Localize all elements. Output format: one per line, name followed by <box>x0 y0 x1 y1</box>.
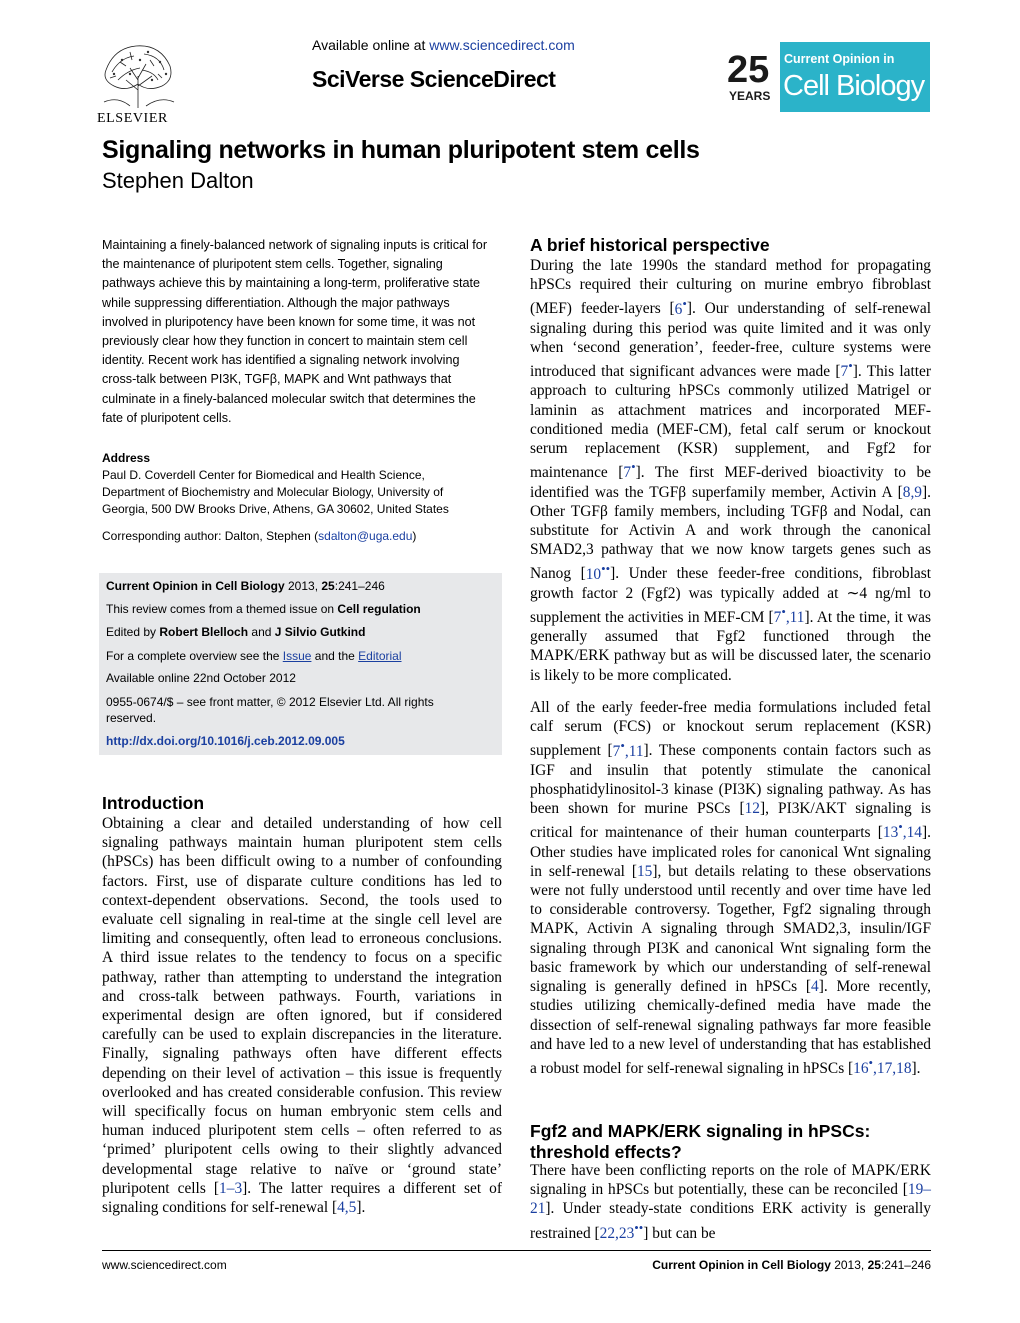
author-email-link[interactable]: sdalton@uga.edu <box>318 529 413 543</box>
corresponding-author: Corresponding author: Dalton, Stephen (sdalton@uga.edu) <box>102 529 417 543</box>
journal-logo <box>724 42 930 112</box>
editorial-link[interactable]: Editorial <box>358 649 402 663</box>
section-heading-introduction: Introduction <box>102 793 205 813</box>
footer-citation: Current Opinion in Cell Biology 2013, 25:241–246 <box>652 1258 931 1272</box>
overview: For a complete overview see the Issue and the Editorial <box>106 649 402 663</box>
history-paragraph-2: All of the early feeder-free media formulations included fetal calf serum (FCS) or knockout serum replacement (KSR) supplement [7•,11]. These components contain factors such as IGF and insulin that potently stimulate the canonical phosphatidylinositol-3 kinase (PI3K) signaling pathway. As has been shown for murine PSCs [12], PI3K/AKT signaling is critical for maintenance of their human counterparts [13•,14]. Other studies have implicated roles for canonical Wnt signaling in self-renewal [15], but details relating to these observations were not fully understood until recently and over time have led to considerable controversy. Together, Fgf2 signaling through MAPK, Activin A signaling through SMAD2,3, insulin/IGF signaling through PI3K and canonical Wnt signaling form the basic framework by which our understanding of self-renewal signaling is generally defined in hPSCs [4]. More recently, studies utilizing chemically-defined media have made the dissection of self-renewal signaling pathways far more feasible and have led to a new level of understanding that has established a robust model for self-renewal signaling in hPSCs [16•,17,18]. <box>530 699 932 1078</box>
address-heading: Address <box>102 451 151 465</box>
section-heading-fgf2: Fgf2 and MAPK/ERK signaling in hPSCs: threshold effects? <box>530 1121 871 1162</box>
journal-logo-line1: Current Opinion in <box>784 52 895 66</box>
address-line: Paul D. Coverdell Center for Biomedical and Health Science, <box>102 468 425 482</box>
section-heading-history: A brief historical perspective <box>530 235 770 255</box>
introduction-text: Obtaining a clear and detailed understanding of how cell signaling pathways maintain human pluripotent stem cells (hPSCs) has been difficult owing to a number of confounding factors. First, use of disparate culture conditions has led to context-dependent observations. Second, the tools used to evaluate cell signaling in real-time at the single cell level are limiting and consequently, often lead to erroneous conclusions. A third issue relates to the tendency to focus on a specific pathway, rather than attempting to understand the integration and cross-talk between pathways. Fourth, variations in experimental design are often ignored, but if considered carefully can be used to explain discrepancies in the literature. Finally, signaling pathways often have different effects depending on their level of activation – this issue is frequently overlooked and has created considerable confusion. This review will specifically focus on human embryonic stem cells and human induced pluripotent stem cells – often referred to as ‘primed’ pluripotent cells owing to their slightly advanced developmental stage relative to naïve or ‘ground state’ pluripotent cells [1–3]. The latter requires a different set of signaling conditions for self-renewal [4,5]. <box>102 815 502 1217</box>
address-line: Department of Biochemistry and Molecular Biology, University of <box>102 485 444 499</box>
abstract: Maintaining a finely-balanced network of signaling inputs is critical for the maintenance of pluripotent stem cells. Together, signaling pathways achieve this by maintaining a long-term, proliferative state while suppressing differentiation. Although the major pathways involved in pluripotency have been known for some time, it was not previously clear how they function in concert to maintain stem cell identity. Recent work has identified a signaling network involving cross-talk between PI3K, TGFβ, MAPK and Wnt pathways that culminate in a finely-balanced molecular switch that determines the fate of pluripotent cells. <box>102 238 488 425</box>
address-line: Georgia, 500 DW Brooks Drive, Athens, GA 30602, United States <box>102 502 449 516</box>
elsevier-logo <box>96 40 182 130</box>
badge-word: YEARS <box>729 89 771 103</box>
available-online: Available online at www.sciencedirect.com <box>312 37 575 53</box>
footer-divider <box>102 1250 931 1251</box>
sciencedirect-link[interactable]: www.sciencedirect.com <box>429 37 575 53</box>
copyright-line: reserved. <box>106 711 157 725</box>
journal-badge-icon <box>724 42 930 112</box>
address <box>102 467 492 518</box>
editors: Edited by Robert Blelloch and J Silvio Gutkind <box>106 625 366 639</box>
doi-link-wrap <box>106 734 345 748</box>
badge-number: 25 <box>727 49 770 91</box>
copyright-line: 0955-0674/$ – see front matter, © 2012 Elsevier Ltd. All rights <box>106 695 434 709</box>
publisher-name: ELSEVIER <box>97 111 168 126</box>
article-title: Signaling networks in human pluripotent stem cells <box>102 136 700 164</box>
article-info-box <box>99 573 502 755</box>
issue-link[interactable]: Issue <box>282 649 312 663</box>
history-paragraph-1: During the late 1990s the standard method for propagating hPSCs required their culturing on murine embryo fibroblast (MEF) feeder-layers [6•]. Our understanding of self-renewal signaling during this period was quite limited and it was only when ‘second generation’, feeder-free, culture systems were introduced that significant advances were made [7•]. This latter approach to culturing hPSCs commonly utilized Matrigel or laminin as attachment matrices and incorporated MEF-conditioned media (MEF-CM), fetal calf serum or knockout serum replacement (KSR) supplement, and Fgf2 for maintenance [7•]. The first MEF-derived bioactivity to be identified was the TGFβ superfamily member, Activin A [8,9]. Other TGFβ family members, including TGFβ and Nodal, can substitute for Activin A and work through the canonical SMAD2,3 pathway that we now know targets genes such as Nanog [10••]. Under these feeder-free conditions, fibroblast growth factor 2 (Fgf2) was typically added at ∼4 ng/ml to supplement the activities in MEF-CM [7•,11]. At the time, it was generally assumed that Fgf2 functioned through the MAPK/ERK pathway but as will be discussed later, the scenario is likely to be more complicated. <box>530 257 932 684</box>
journal-logo-line2: Cell Biology <box>783 70 925 102</box>
journal-citation: Current Opinion in Cell Biology 2013, 25:241–246 <box>106 579 385 593</box>
available-date: Available online 22nd October 2012 <box>106 671 296 685</box>
article-author: Stephen Dalton <box>102 168 254 193</box>
elsevier-tree-icon <box>100 40 176 110</box>
fgf2-paragraph-1: There have been conflicting reports on the role of MAPK/ERK signaling in hPSCs but potentially, these can be reconciled [19–21]. Under steady-state conditions ERK activity is generally restrained [22,23••] but can be <box>530 1162 931 1242</box>
footer-url: www.sciencedirect.com <box>102 1258 227 1272</box>
platform-name: SciVerse ScienceDirect <box>312 66 556 92</box>
themed-issue: This review comes from a themed issue on Cell regulation <box>106 602 421 616</box>
doi-link[interactable]: http://dx.doi.org/10.1016/j.ceb.2012.09.005 <box>106 734 345 748</box>
